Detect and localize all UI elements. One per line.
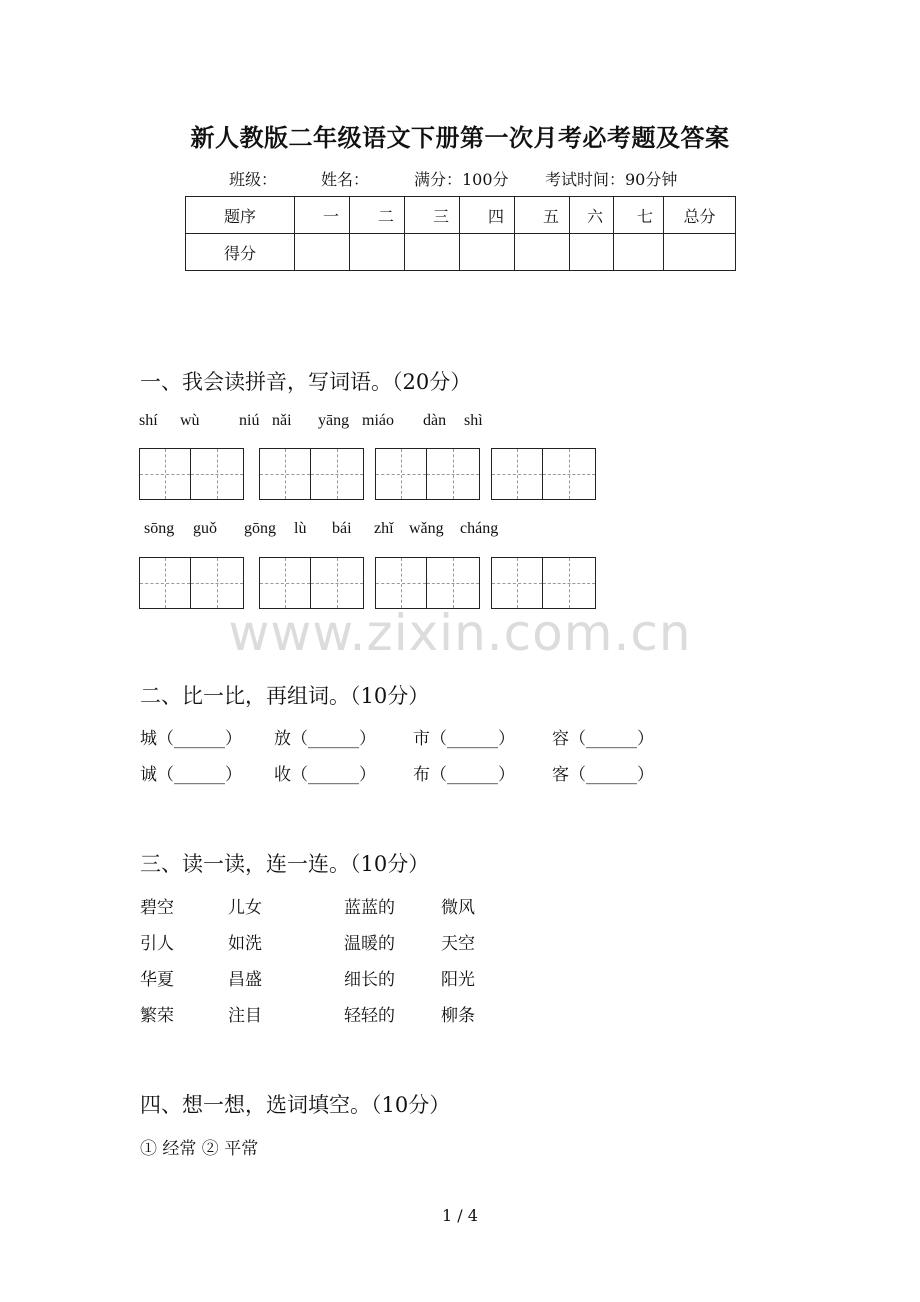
writing-box-group[interactable] xyxy=(139,448,244,500)
class-label: 班级： xyxy=(229,170,278,189)
writing-box-group[interactable] xyxy=(139,557,244,609)
page-number: 1 / 4 xyxy=(442,1206,478,1225)
pinyin: miáo xyxy=(362,412,394,429)
header-cell: 二 xyxy=(350,197,405,234)
compare-item: 收（______） xyxy=(274,765,376,785)
header-cell: 六 xyxy=(570,197,614,234)
pinyin: wǎng xyxy=(409,520,444,537)
match-word: 昌盛 xyxy=(228,970,262,990)
section1-title: 一、我会读拼音，写词语。（20分） xyxy=(140,370,472,394)
writing-box-group[interactable] xyxy=(259,448,364,500)
writing-cell[interactable] xyxy=(259,557,311,609)
compare-item: 市（______） xyxy=(413,729,515,749)
pinyin: bái xyxy=(332,520,352,537)
writing-cell[interactable] xyxy=(191,557,244,609)
writing-cell[interactable] xyxy=(543,557,596,609)
pinyin: yāng xyxy=(318,412,350,429)
match-word: 微风 xyxy=(441,898,475,918)
writing-cell[interactable] xyxy=(311,448,364,500)
pinyin: lù xyxy=(294,520,307,537)
score-cell[interactable] xyxy=(295,234,350,271)
match-word: 引人 xyxy=(140,934,174,954)
section3-title: 三、读一读，连一连。（10分） xyxy=(140,852,430,876)
writing-cell[interactable] xyxy=(375,557,427,609)
writing-cell[interactable] xyxy=(311,557,364,609)
match-word: 注目 xyxy=(228,1006,262,1026)
writing-cell[interactable] xyxy=(375,448,427,500)
pinyin: dàn xyxy=(423,412,447,429)
section2-title: 二、比一比，再组词。（10分） xyxy=(140,684,430,708)
match-word: 阳光 xyxy=(441,970,475,990)
compare-item: 客（______） xyxy=(552,765,654,785)
writing-box-group[interactable] xyxy=(375,448,480,500)
pinyin: guǒ xyxy=(193,520,217,537)
match-word: 轻轻的 xyxy=(344,1006,395,1026)
score-cell[interactable] xyxy=(614,234,664,271)
pinyin: cháng xyxy=(460,520,499,537)
writing-cell[interactable] xyxy=(259,448,311,500)
header-cell: 四 xyxy=(460,197,515,234)
compare-item: 布（______） xyxy=(413,765,515,785)
full-score: 满分：100分 xyxy=(414,170,509,189)
writing-box-group[interactable] xyxy=(491,448,596,500)
score-table-score-row xyxy=(186,234,736,271)
section4-title: 四、想一想，选词填空。（10分） xyxy=(140,1093,451,1117)
match-word: 蓝蓝的 xyxy=(344,898,395,918)
score-cell[interactable] xyxy=(664,234,736,271)
writing-box-group[interactable] xyxy=(375,557,480,609)
match-word: 碧空 xyxy=(140,898,174,918)
score-cell[interactable] xyxy=(460,234,515,271)
match-word: 繁荣 xyxy=(140,1006,174,1026)
compare-item: 放（______） xyxy=(274,729,376,749)
score-cell[interactable] xyxy=(405,234,460,271)
header-cell: 总分 xyxy=(664,197,736,234)
match-word: 如洗 xyxy=(228,934,262,954)
header-cell: 题序 xyxy=(186,197,295,234)
writing-cell[interactable] xyxy=(427,448,480,500)
pinyin: wù xyxy=(180,412,200,429)
match-word: 儿女 xyxy=(228,898,262,918)
pinyin: niú xyxy=(239,412,260,429)
match-word: 温暖的 xyxy=(344,934,395,954)
score-row-label: 得分 xyxy=(186,234,295,271)
score-table xyxy=(185,196,736,271)
score-cell[interactable] xyxy=(350,234,405,271)
header-cell: 七 xyxy=(614,197,664,234)
score-cell[interactable] xyxy=(515,234,570,271)
match-word: 天空 xyxy=(441,934,475,954)
pinyin: shí xyxy=(139,412,158,429)
header-cell: 三 xyxy=(405,197,460,234)
compare-item: 诚（______） xyxy=(140,765,242,785)
word-options: ① 经常 ② 平常 xyxy=(140,1139,259,1159)
writing-cell[interactable] xyxy=(543,448,596,500)
writing-cell[interactable] xyxy=(427,557,480,609)
name-label: 姓名： xyxy=(321,170,370,189)
header-cell: 一 xyxy=(295,197,350,234)
writing-cell[interactable] xyxy=(191,448,244,500)
match-word: 华夏 xyxy=(140,970,174,990)
score-cell[interactable] xyxy=(570,234,614,271)
writing-box-group[interactable] xyxy=(491,557,596,609)
match-word: 柳条 xyxy=(441,1006,475,1026)
header-cell: 五 xyxy=(515,197,570,234)
pinyin: nǎi xyxy=(272,412,292,429)
exam-time: 考试时间：90分钟 xyxy=(545,170,678,189)
writing-cell[interactable] xyxy=(491,557,543,609)
compare-item: 城（______） xyxy=(140,729,242,749)
score-table-header-row xyxy=(186,197,736,234)
writing-cell[interactable] xyxy=(139,557,191,609)
match-word: 细长的 xyxy=(344,970,395,990)
watermark: www.zixin.com.cn xyxy=(228,604,692,662)
writing-box-group[interactable] xyxy=(259,557,364,609)
pinyin: zhǐ xyxy=(374,520,394,537)
writing-cell[interactable] xyxy=(491,448,543,500)
pinyin: gōng xyxy=(244,520,276,537)
writing-cell[interactable] xyxy=(139,448,191,500)
compare-item: 容（______） xyxy=(552,729,654,749)
pinyin: shì xyxy=(464,412,483,429)
pinyin: sōng xyxy=(144,520,175,537)
page-title: 新人教版二年级语文下册第一次月考必考题及答案 xyxy=(190,123,730,152)
